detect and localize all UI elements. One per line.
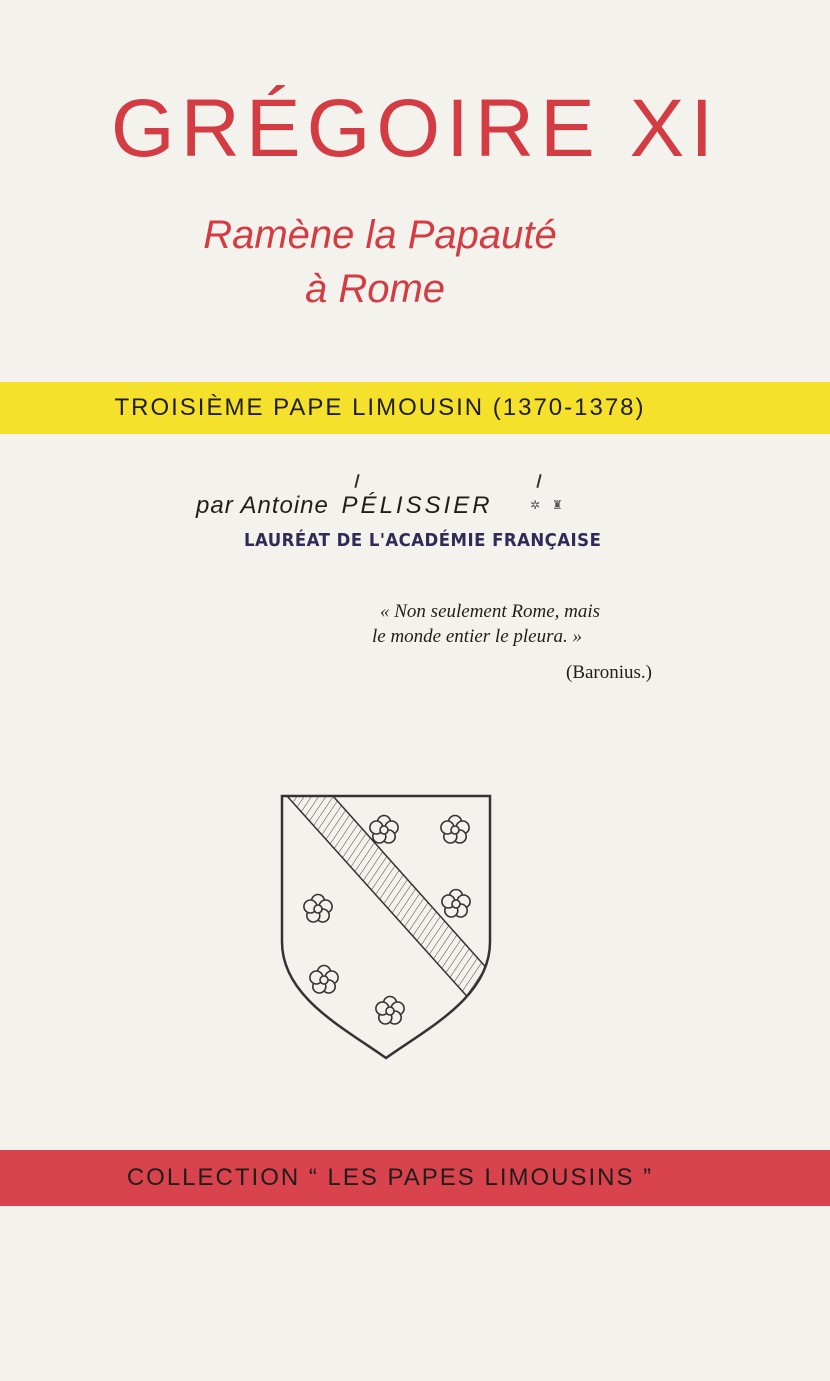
award-stamp: LAURÉAT DE L'ACADÉMIE FRANÇAISE [244,530,602,551]
pen-mark-right [536,474,541,488]
author-line [196,492,493,520]
collection-band-text: COLLECTION “ LES PAPES LIMOUSINS ” [126,1164,654,1191]
epigraph-citation: (Baronius.) [566,662,653,683]
cover-title: GRÉGOIRE XI [110,83,720,174]
author-name: PÉLISSIER [341,492,493,519]
series-band [0,382,830,434]
pen-mark-left [354,474,359,488]
epigraph-line2: le monde entier le pleura. » [372,625,583,647]
small-crest-icon: ♜ [552,498,563,512]
epigraph [372,600,692,649]
coat-of-arms-icon [278,792,494,1062]
small-ornament-icon: ✲ [530,498,541,512]
epigraph-line1: « Non seulement Rome, mais [380,601,601,622]
collection-band [0,1150,830,1206]
author-prefix: par Antoine [196,492,329,519]
cover-subtitle-line1: Ramène la Papauté [203,213,557,257]
cover-subtitle-line2: à Rome [304,267,446,311]
series-band-text: TROISIÈME PAPE LIMOUSIN (1370-1378) [114,394,646,421]
